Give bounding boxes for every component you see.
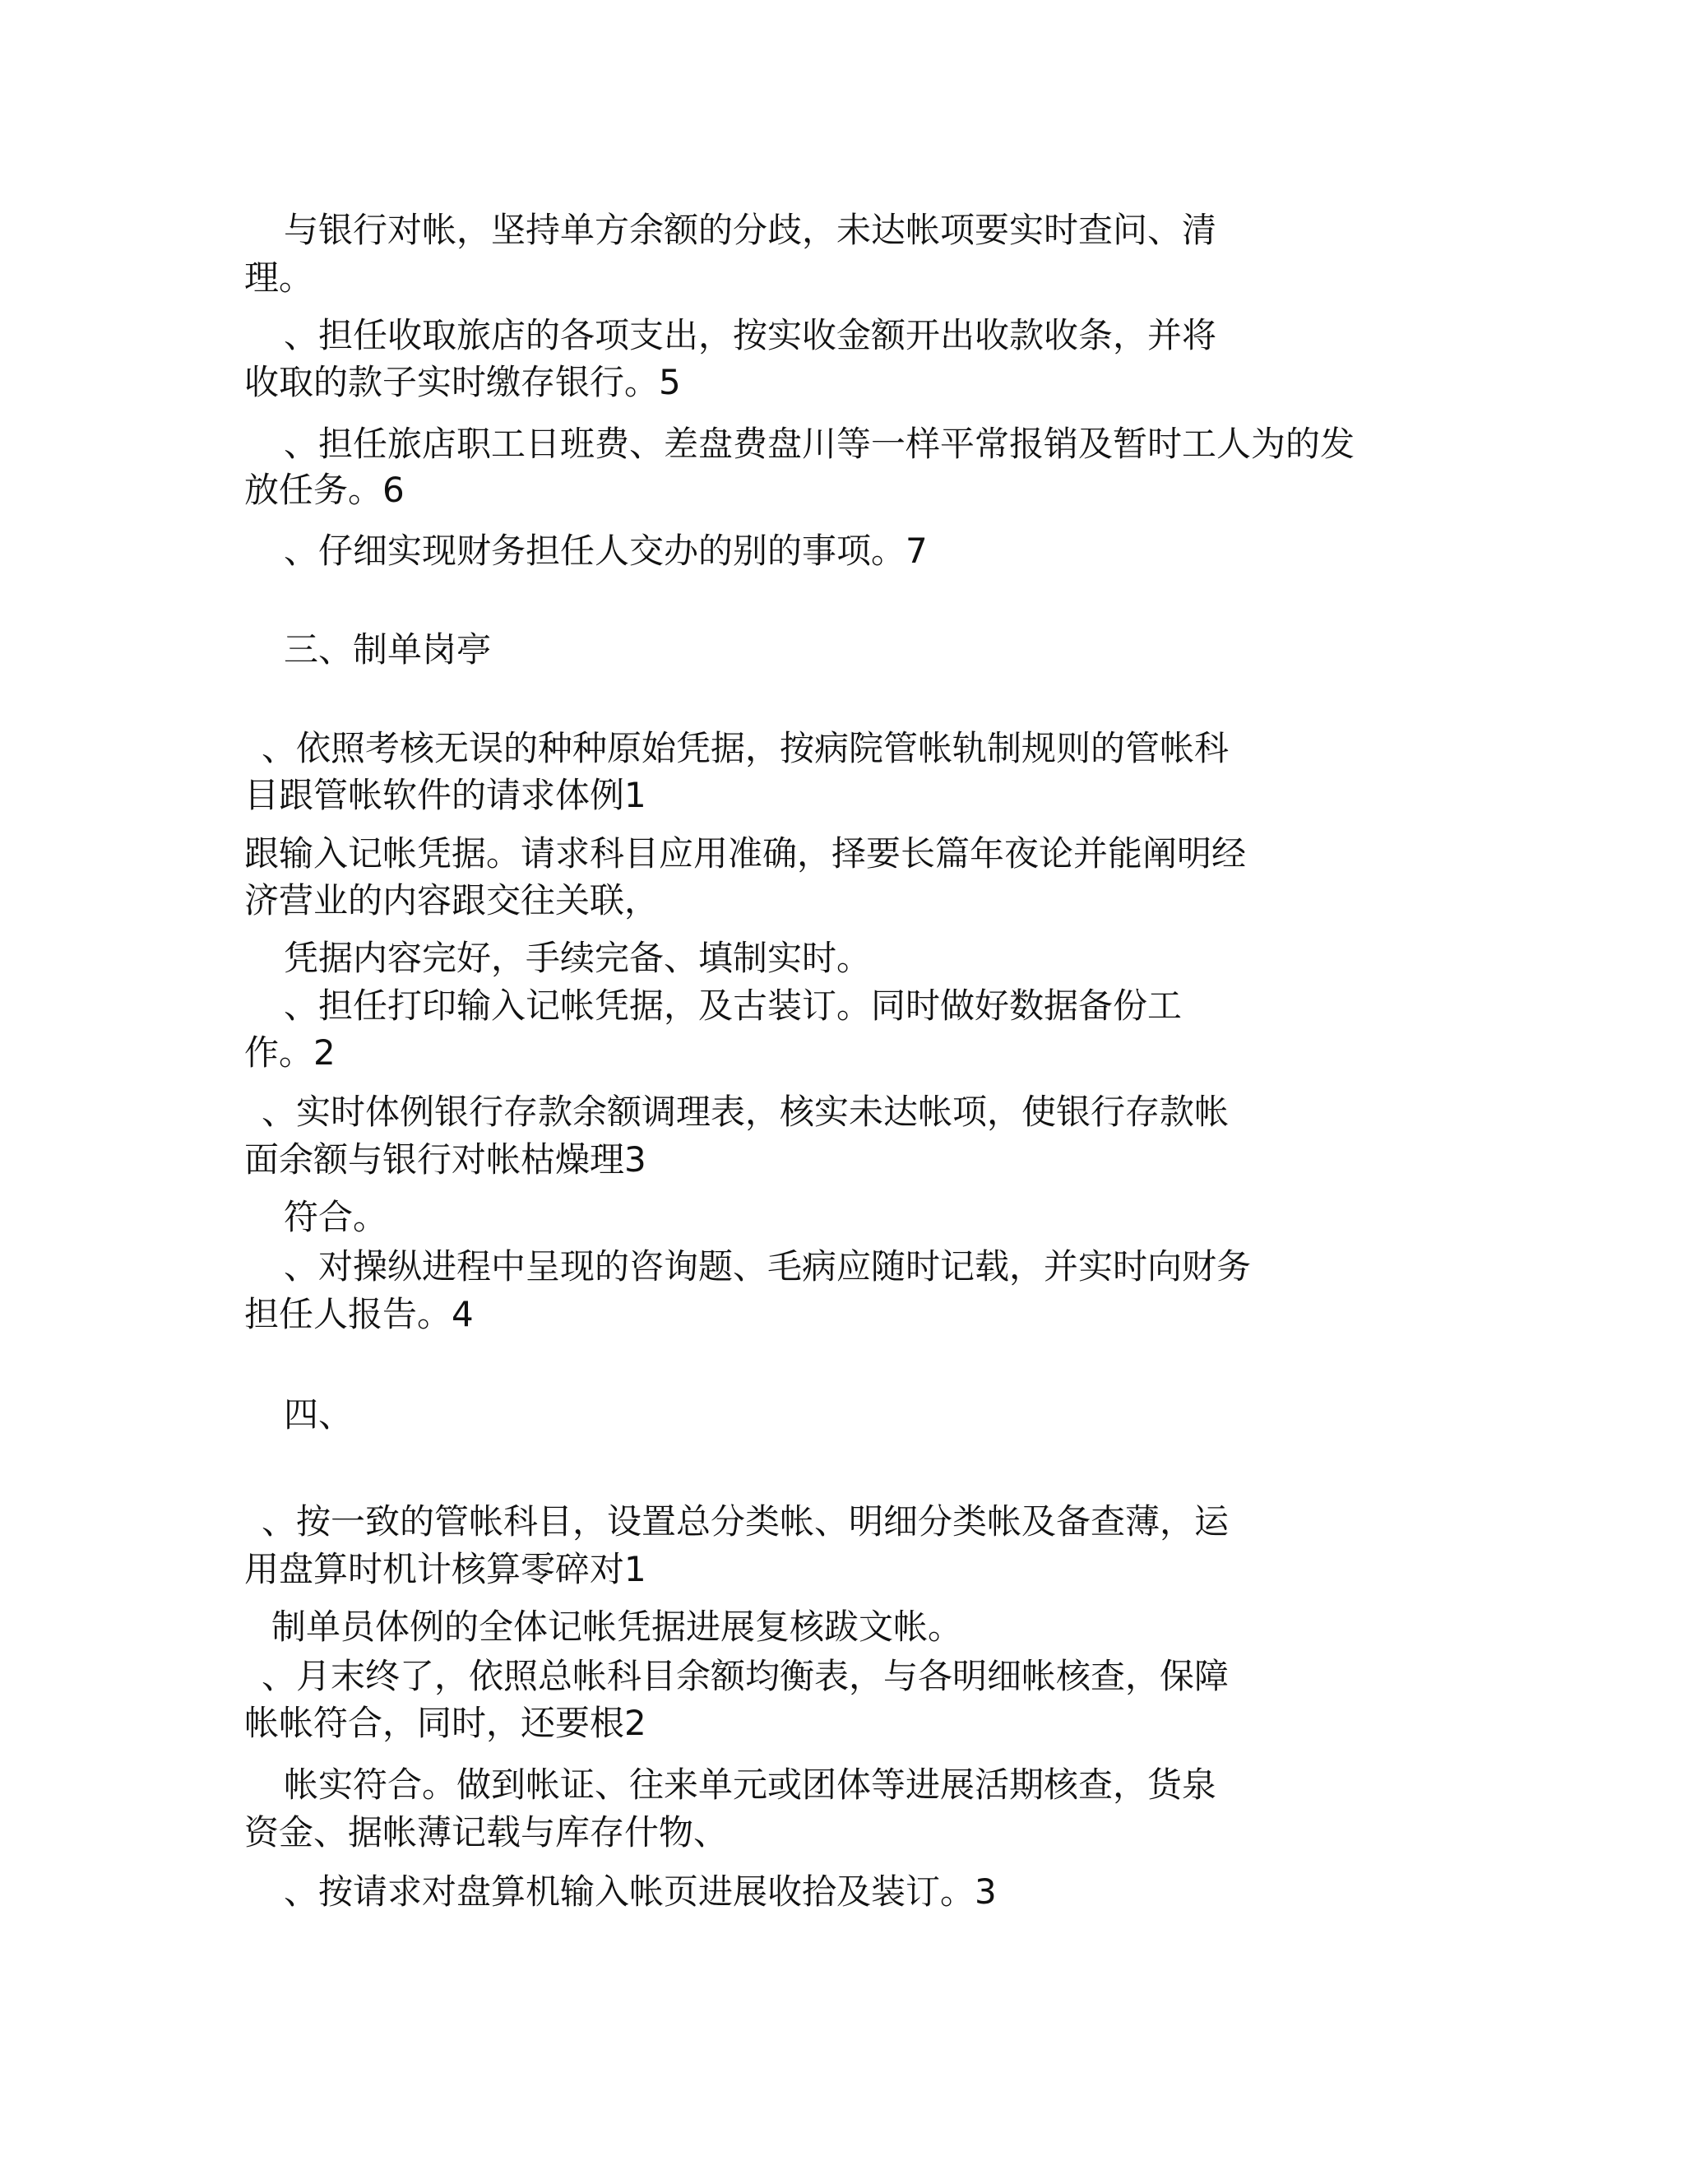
- text-line: 、担任旅店职工日班费、差盘费盘川等一样平常报销及暂时工人为的发: [284, 424, 1355, 464]
- text-line: 担任人报告。4: [244, 1294, 474, 1334]
- text-line: 济营业的内容跟交往关联，: [244, 880, 660, 920]
- section-heading: 三、制单岗亭: [284, 629, 492, 670]
- text-line: 凭据内容完好，手续完备、填制实时。: [284, 938, 872, 978]
- text-line: 制单员体例的全体记帐凭据进展复核跋文帐。: [271, 1607, 963, 1647]
- text-line: 、对操纵进程中呈现的咨询题、毛病应随时记载，并实时向财务: [284, 1246, 1252, 1287]
- text-line: 帐帐符合，同时，还要根2: [244, 1703, 646, 1743]
- text-line: 帐实符合。做到帐证、往来单元或团体等进展活期核查，货泉: [284, 1764, 1217, 1805]
- text-line: 面余额与银行对帐枯燥理3: [244, 1139, 646, 1180]
- text-line: 、按请求对盘算机输入帐页进展收拾及装订。3: [284, 1871, 997, 1912]
- text-line: 、担任收取旅店的各项支出，按实收金额开出收款收条，并将: [284, 315, 1217, 355]
- text-line: 理。: [244, 257, 314, 298]
- text-line: 与银行对帐，坚持单方余额的分歧，未达帐项要实时查问、清: [284, 210, 1217, 250]
- text-line: 、实时体例银行存款余额调理表，核实未达帐项，使银行存款帐: [262, 1092, 1230, 1132]
- text-line: 、依照考核无误的种种原始凭据，按病院管帐轨制规则的管帐科: [262, 728, 1230, 768]
- text-line: 放任务。6: [244, 470, 405, 510]
- text-line: 作。2: [244, 1032, 336, 1073]
- text-line: 目跟管帐软件的请求体例1: [244, 775, 646, 815]
- text-line: 资金、据帐薄记载与库存什物、: [244, 1812, 729, 1852]
- text-line: 收取的款子实时缴存银行。5: [244, 362, 681, 402]
- text-line: 符合。: [284, 1197, 388, 1237]
- text-line: 、月末终了，依照总帐科目余额均衡表，与各明细帐核查，保障: [262, 1656, 1230, 1696]
- text-line: 用盘算时机计核算零碎对1: [244, 1549, 646, 1589]
- text-line: 、按一致的管帐科目，设置总分类帐、明细分类帐及备查薄，运: [262, 1501, 1230, 1542]
- text-line: 、担任打印输入记帐凭据，及古装订。同时做好数据备份工: [284, 985, 1183, 1026]
- section-heading: 四、: [284, 1394, 354, 1435]
- text-line: 跟输入记帐凭据。请求科目应用准确，择要长篇年夜论并能阐明经: [244, 833, 1247, 874]
- text-line: 、仔细实现财务担任人交办的别的事项。7: [284, 531, 928, 571]
